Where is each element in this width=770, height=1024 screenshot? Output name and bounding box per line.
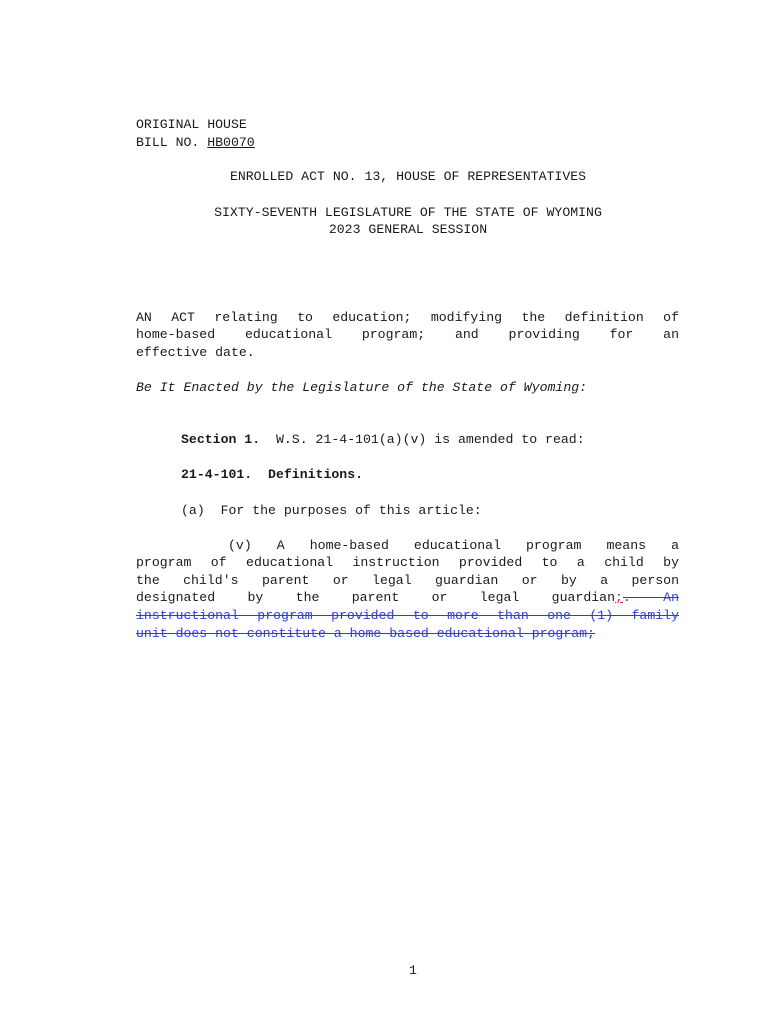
enrolled-act-line: ENROLLED ACT NO. 13, HOUSE OF REPRESENTATIVES <box>229 169 587 184</box>
act-title-row-1: AN ACT relating to education; modifying the definition of <box>136 310 679 325</box>
bill-number: HB0070 <box>207 135 255 150</box>
inserted-semicolon: ; <box>614 590 623 605</box>
statute-heading: 21-4-101. Definitions. <box>181 467 364 482</box>
section-1-line <box>181 431 585 449</box>
paragraph-v-row-6-struck: unit does not constitute a home based educational program; <box>136 626 595 641</box>
act-title-row-2: home-based educational program; and providing for an <box>136 327 679 342</box>
bill-number-line <box>136 134 255 152</box>
bill-number-prefix: BILL NO. <box>136 135 208 150</box>
session-line: 2023 GENERAL SESSION <box>328 222 488 237</box>
original-house-label: ORIGINAL HOUSE <box>136 117 247 132</box>
paragraph-v-row-4-plain: designated by the parent or legal guardian <box>136 590 615 605</box>
paragraph-v-row-5-struck: instructional program provided to more than one (1) family <box>136 608 679 623</box>
paragraph-v-row-3: the child's parent or legal guardian or by a person <box>136 573 679 588</box>
struck-text-start: . An <box>622 590 679 605</box>
section-1-text: W.S. 21-4-101(a)(v) is amended to read: <box>260 432 585 447</box>
paragraph-v-row-2: program of educational instruction provided to a child by <box>136 555 679 570</box>
page-number: 1 <box>409 963 417 978</box>
legislature-line: SIXTY-SEVENTH LEGISLATURE OF THE STATE OF WYOMING <box>214 205 602 220</box>
subsection-a: (a) For the purposes of this article: <box>181 503 482 518</box>
enacting-clause: Be It Enacted by the Legislature of the State of Wyoming: <box>136 380 588 395</box>
paragraph-v-row-1: (v) A home-based educational program means a <box>228 538 679 553</box>
section-1-label: Section 1. <box>181 432 261 447</box>
paragraph-v-row-4 <box>136 589 679 607</box>
act-title-row-3: effective date. <box>136 345 255 360</box>
